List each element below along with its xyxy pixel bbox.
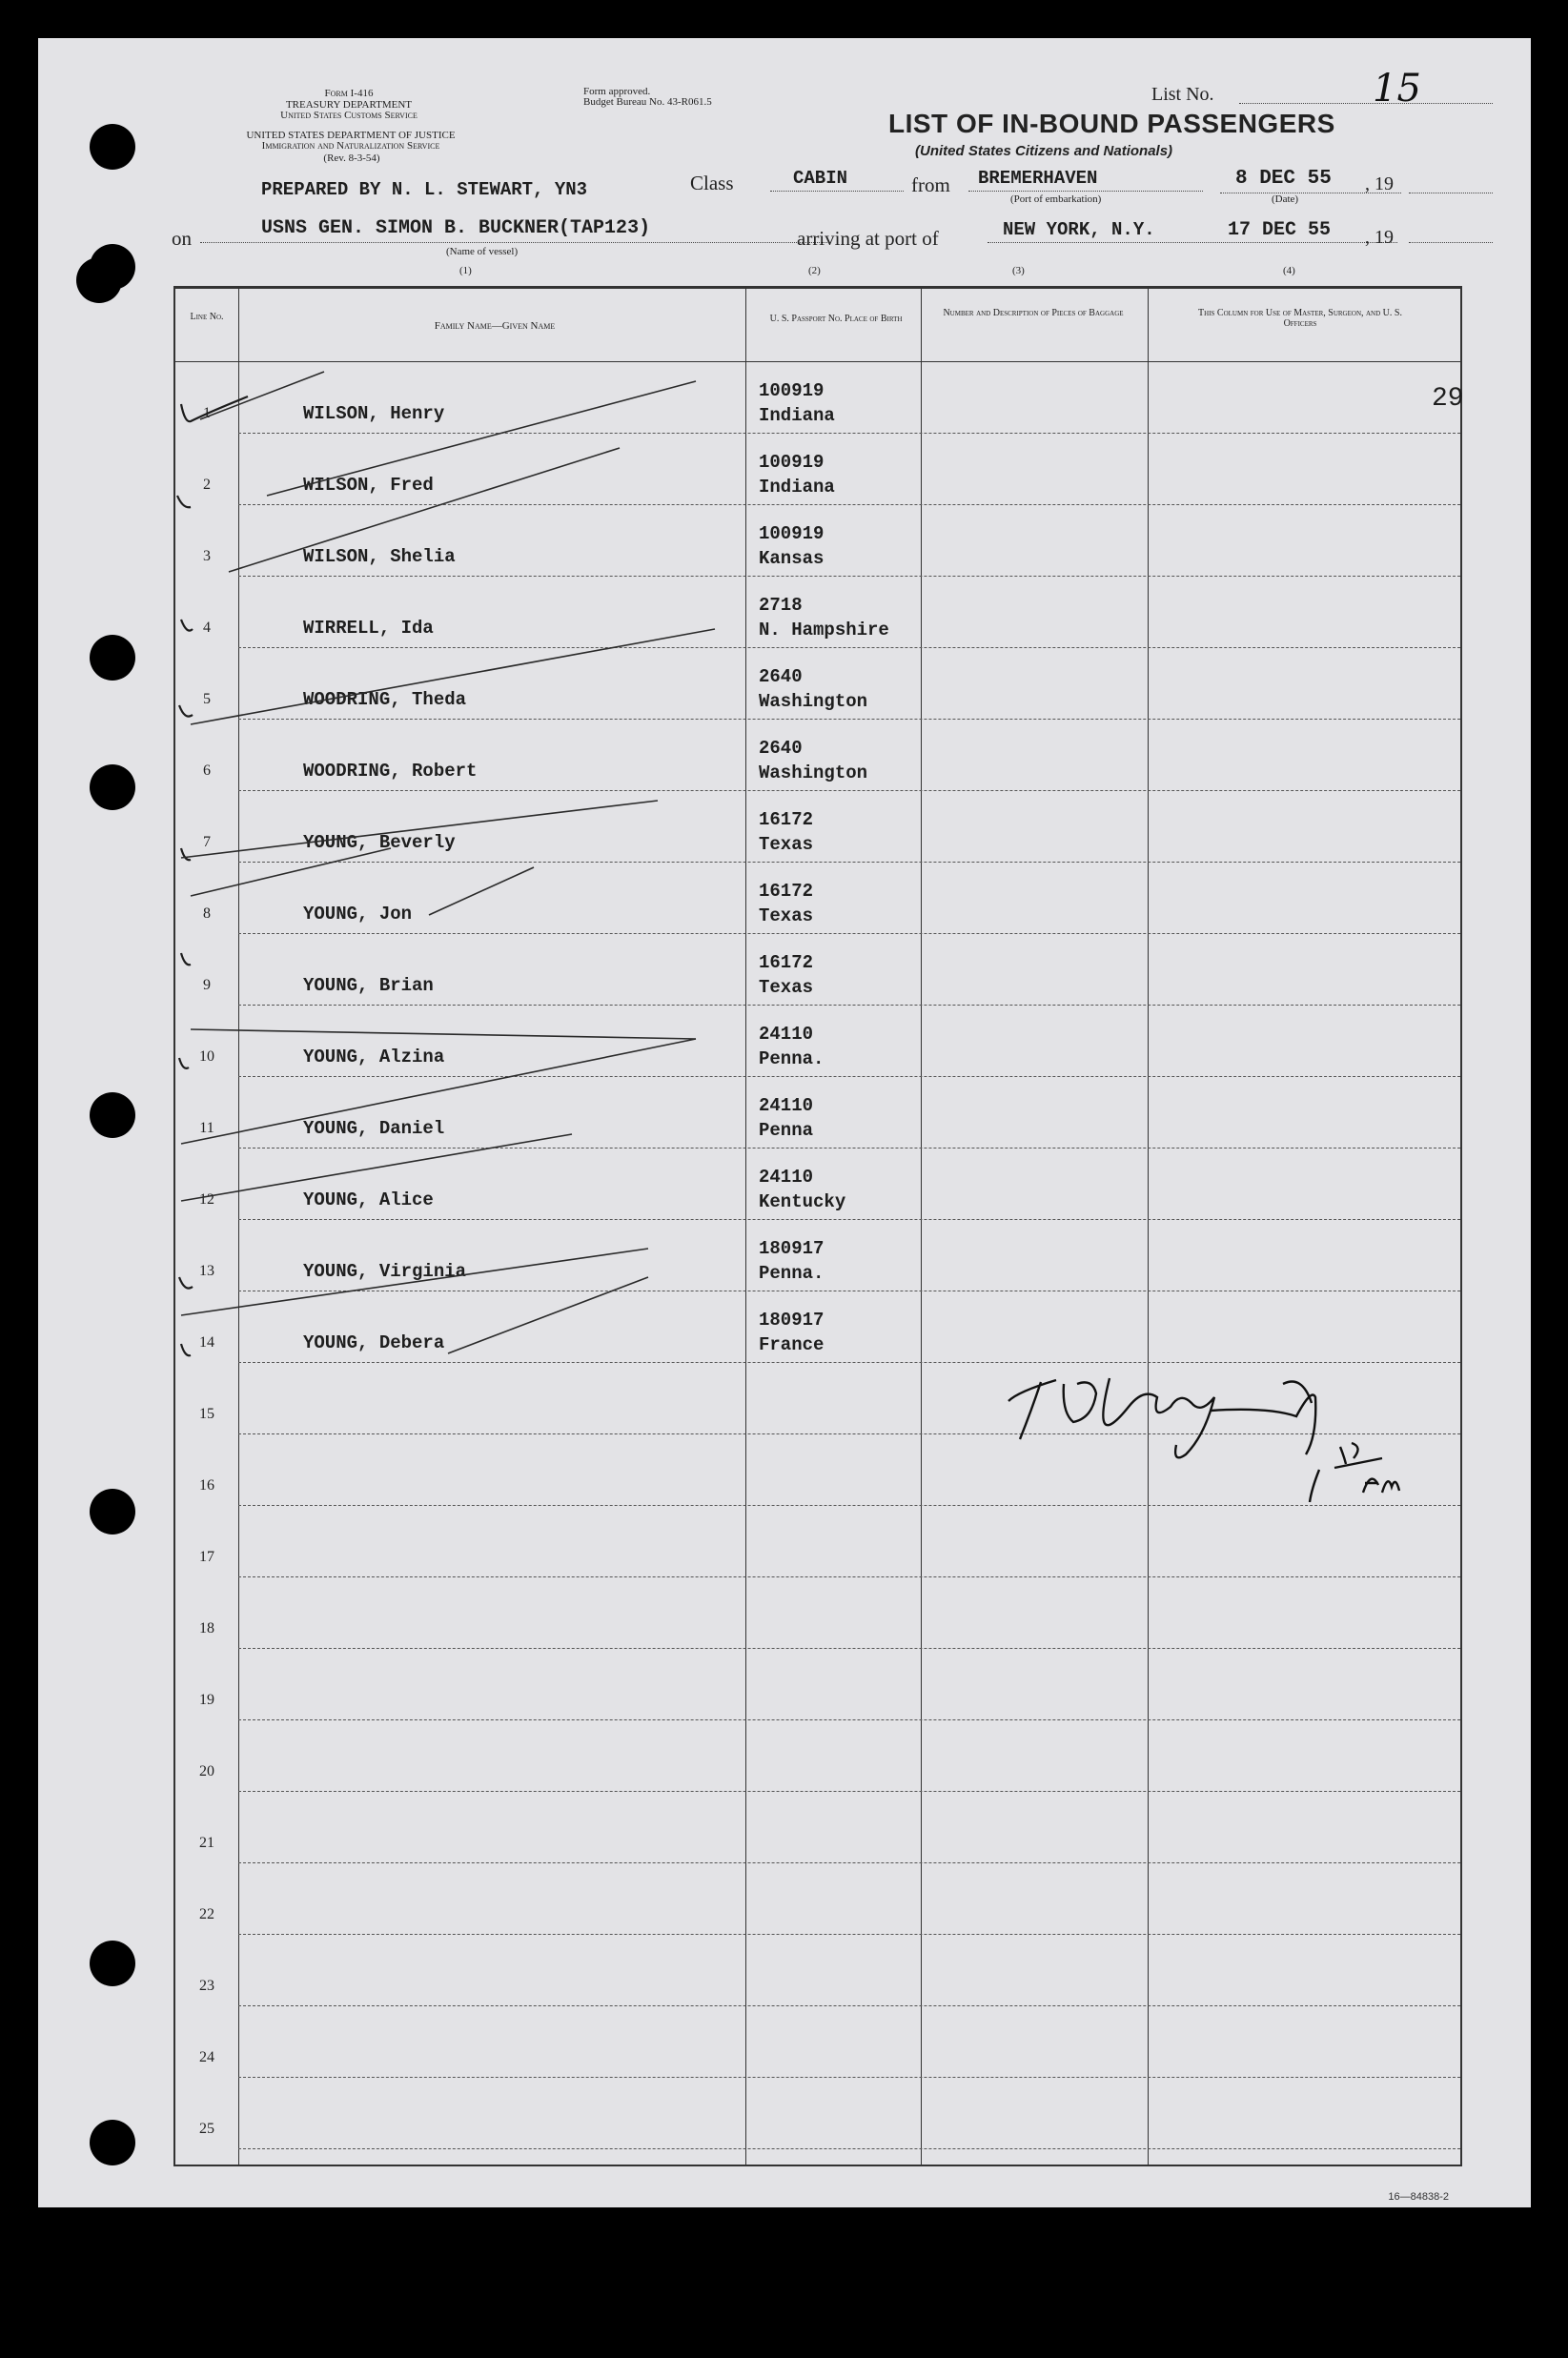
passport-number: 180917 [759,1310,825,1331]
time-am [1363,1479,1399,1493]
binder-hole [90,1092,135,1138]
signature-initials [1008,1380,1096,1439]
passport-number: 16172 [759,952,814,973]
header-baggage: Number and Description of Pieces of Baggage [943,308,1124,318]
line-number: 13 [199,1263,214,1279]
year-suffix-2: , 19 [1365,227,1394,248]
header-passport: U. S. Passport No. Place of Birth [769,314,903,324]
line-number: 21 [199,1835,214,1851]
passenger-name: WILSON, Shelia [303,546,456,567]
line-number: 5 [203,691,211,707]
passport-number: 2640 [759,738,803,759]
line-number: 12 [199,1191,214,1208]
strike-11 [181,1249,648,1315]
passenger-name: YOUNG, Jon [303,904,413,925]
signature-title [1211,1382,1315,1455]
passenger-name: WILSON, Fred [303,475,434,496]
birthplace: Penna. [759,1048,825,1069]
binder-hole [90,764,135,810]
passport-number: 100919 [759,523,825,544]
passenger-name: WILSON, Henry [303,403,445,424]
on-label: on [172,227,192,250]
vessel-caption: (Name of vessel) [446,246,519,257]
line-number: 14 [199,1334,214,1351]
class-label: Class [690,172,734,194]
strike-9 [181,1039,696,1144]
line-number: 9 [203,977,211,993]
check-mark-4 [181,620,193,631]
form-subtitle: (United States Citizens and Nationals) [915,143,1173,159]
justice-dept: UNITED STATES DEPARTMENT OF JUSTICE [246,130,456,141]
birthplace: Kentucky [759,1191,846,1212]
passenger-name: YOUNG, Daniel [303,1118,445,1139]
footer-code: 16—84838-2 [1388,2191,1449,2203]
from-label: from [911,173,950,196]
line-number: 7 [203,834,211,850]
passenger-name: YOUNG, Alice [303,1189,434,1210]
check-mark-14 [181,1344,191,1355]
passenger-name: YOUNG, Brian [303,975,434,996]
line-number: 10 [199,1048,214,1065]
ins-service: Immigration and Naturalization Service [261,140,440,152]
strike-5 [181,801,658,858]
check-mark-9 [181,953,191,965]
time-digit [1310,1470,1319,1502]
treasury-dept: TREASURY DEPARTMENT [285,99,413,111]
birthplace: Penna. [759,1263,825,1284]
birthplace: Indiana [759,405,835,426]
passport-number: 24110 [759,1024,814,1045]
binder-hole [90,1941,135,1986]
check-marks [177,396,248,1355]
customs-service: United States Customs Service [280,110,417,121]
line-number: 24 [199,2049,214,2065]
birthplace: Washington [759,691,868,712]
budget-bureau-no: Budget Bureau No. 43-R061.5 [583,96,712,108]
passenger-name: WIRRELL, Ida [303,618,434,639]
line-number: 16 [199,1477,214,1494]
form-approved: Form approved. [583,86,651,97]
header-officers: This Column for Use of Master, Surgeon, and U. S. Officers [1198,308,1402,329]
strike-12 [448,1277,648,1353]
officer-signature [1008,1378,1399,1502]
line-number: 25 [199,2121,214,2137]
list-no-value: 15 [1373,67,1421,111]
passenger-name: YOUNG, Beverly [303,832,456,853]
passport-number: 16172 [759,809,814,830]
binder-hole [90,1489,135,1535]
form-title: LIST OF IN-BOUND PASSENGERS [888,109,1335,138]
line-number: 15 [199,1406,214,1422]
time-rule [1334,1458,1382,1468]
passport-number: 16172 [759,881,814,902]
revision-date: (Rev. 8-3-54) [323,152,380,164]
passport-number: 24110 [759,1095,814,1116]
birthplace: Texas [759,905,814,926]
strike-lines [181,372,715,1353]
port-embark-caption: (Port of embarkation) [1010,193,1102,205]
passport-number: 100919 [759,452,825,473]
vessel-name: USNS GEN. SIMON B. BUCKNER(TAP123) [261,217,651,239]
arrival-port: NEW YORK, N.Y. [1003,219,1155,240]
line-number: 23 [199,1978,214,1994]
binder-hole [90,2120,135,2165]
embark-date: 8 DEC 55 [1235,168,1332,190]
birthplace: France [759,1334,825,1355]
header-line-no: Line No. [190,312,224,322]
handwritten-marks [38,38,1531,2207]
passenger-name: YOUNG, Debera [303,1332,445,1353]
check-mark-1 [181,396,248,421]
passenger-name: WOODRING, Theda [303,689,467,710]
arrival-date: 17 DEC 55 [1228,219,1332,241]
strike-8 [191,1029,696,1039]
binder-hole [90,635,135,681]
line-number: 1 [203,405,211,421]
birthplace: Texas [759,834,814,855]
prepared-by: PREPARED BY N. L. STEWART, YN3 [261,179,588,200]
strike-1 [200,372,324,419]
line-number: 2 [203,477,211,493]
strike-4 [191,629,715,724]
birthplace: Kansas [759,548,825,569]
line-number: 20 [199,1763,214,1779]
strike-3 [229,448,620,572]
birthplace: Indiana [759,477,835,498]
col-num-4: (4) [1283,265,1295,276]
form-number: Form I-416 [324,88,374,99]
header-family-name: Family Name—Given Name [434,320,556,332]
date-caption: (Date) [1272,193,1299,205]
form-sheet [38,38,1531,2207]
line-number: 22 [199,1906,214,1922]
col-num-3: (3) [1012,265,1025,276]
passport-number: 24110 [759,1167,814,1188]
strike-7 [429,867,534,915]
year-suffix-1: , 19 [1365,173,1394,194]
check-mark-2 [177,496,191,507]
binder-hole [90,124,135,170]
passport-number: 2640 [759,666,803,687]
line-number: 4 [203,620,211,636]
arriving-label: arriving at port of [797,227,939,250]
passenger-name: YOUNG, Alzina [303,1047,445,1067]
birthplace: Penna [759,1120,814,1141]
line-number: 18 [199,1620,214,1636]
passport-number: 2718 [759,595,803,616]
birthplace: N. Hampshire [759,620,889,640]
passenger-name: YOUNG, Virginia [303,1261,467,1282]
port-of-embarkation: BREMERHAVEN [978,168,1098,189]
time-minutes [1340,1443,1358,1464]
birthplace: Texas [759,977,814,998]
signature-surname [1103,1378,1214,1457]
line-number: 8 [203,905,211,922]
birthplace: Washington [759,762,868,783]
line-number: 19 [199,1692,214,1708]
passport-number: 100919 [759,380,825,401]
officer-note: 29 [1432,384,1464,414]
check-mark-5 [179,705,193,717]
check-mark-13 [179,1277,193,1289]
passport-number: 180917 [759,1238,825,1259]
strike-10 [181,1134,572,1201]
col-num-1: (1) [459,265,472,276]
strike-2 [267,381,696,496]
check-mark-10 [179,1058,189,1068]
binder-hole [76,257,122,303]
line-number: 6 [203,762,211,779]
list-no-label: List No. [1151,84,1214,105]
line-number: 3 [203,548,211,564]
line-number: 11 [199,1120,214,1136]
line-number: 17 [199,1549,214,1565]
col-num-2: (2) [808,265,821,276]
passenger-name: WOODRING, Robert [303,761,478,782]
class-value: CABIN [793,168,848,189]
strike-6 [191,848,391,896]
